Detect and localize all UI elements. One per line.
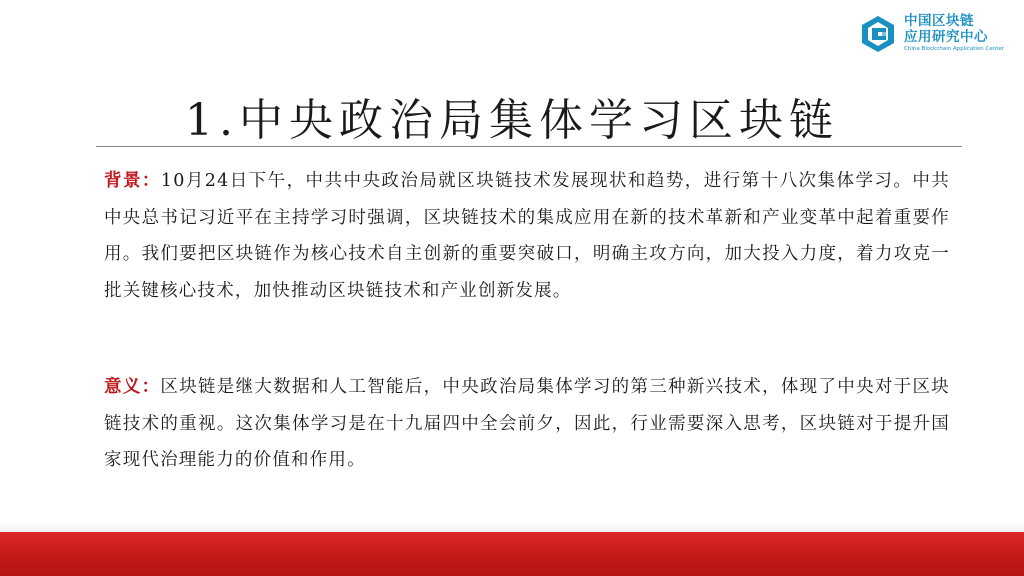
background-text: 10月24日下午，中共中央政治局就区块链技术发展现状和趋势，进行第十八次集体学习。中共中央总书记习近平在主持学习时强调，区块链技术的集成应用在新的技术革新和产业变革中起着重要作用。我们要把区块链作为核心技术自主创新的重要突破口，明确主攻方向，加大投入力度，着力攻克一批关键核心技术，加快推动区块链技术和产业创新发展。 — [104, 171, 950, 301]
background-paragraph — [104, 163, 950, 309]
logo-text — [904, 15, 1004, 53]
logo-name-cn: 中国区块链 — [904, 13, 975, 30]
logo — [858, 14, 1004, 54]
title-divider — [96, 146, 962, 147]
slide-title: 1.中央政治局集体学习区块链 — [185, 95, 839, 146]
significance-text: 区块链是继大数据和人工智能后，中央政治局集体学习的第三种新兴技术，体现了中央对于区块链技术的重视。这次集体学习是在十九届四中全会前夕，因此，行业需要深入思考，区块链对于提升国家现代治理能力的价值和作用。 — [104, 377, 950, 470]
significance-label: 意义： — [104, 377, 161, 397]
logo-name-cn-2: 应用研究中心 — [904, 28, 989, 45]
background-label: 背景： — [104, 171, 161, 191]
footer-shadow — [0, 522, 1024, 532]
blockchain-cube-icon — [858, 14, 898, 54]
significance-paragraph — [104, 369, 950, 479]
footer-bar — [0, 532, 1024, 576]
logo-name-en: China Blockchain Application Center — [904, 46, 1004, 53]
